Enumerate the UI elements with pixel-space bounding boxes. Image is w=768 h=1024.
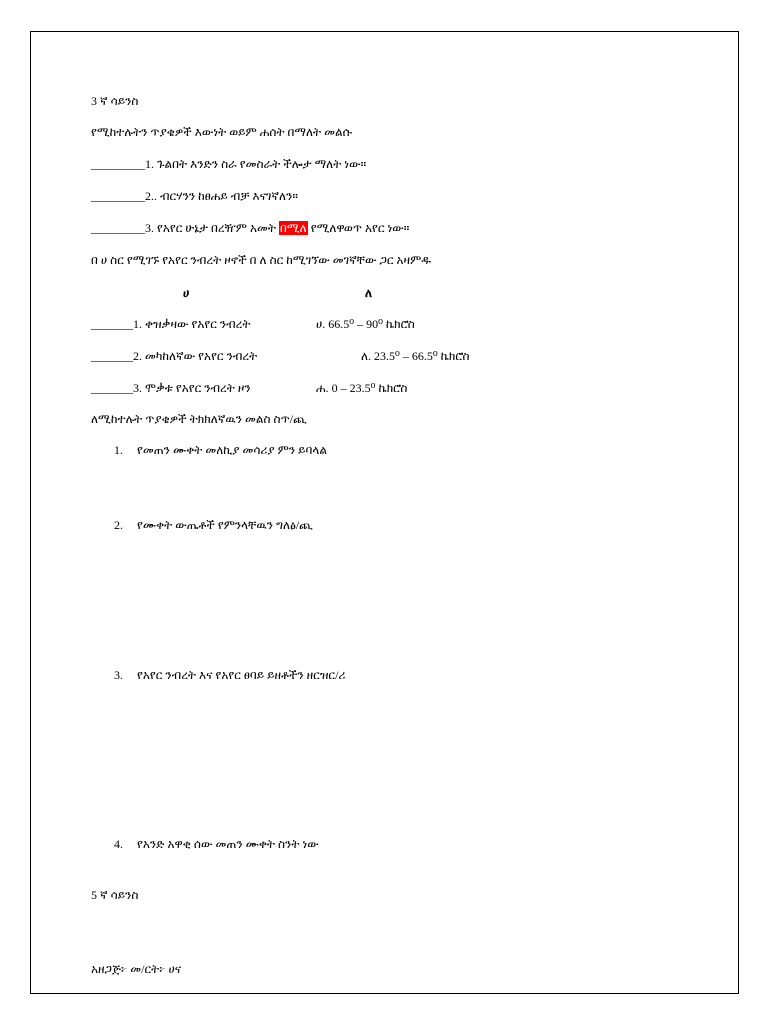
- question-text-start: 3. የአየር ሁኔታ በረዥም አመት: [145, 221, 279, 235]
- question-4-number: 4.: [114, 837, 123, 851]
- question-1-number: 1.: [114, 443, 123, 457]
- question-2-text: የሙቀት ውጤቶች የምንላቸዉን ግለፅ/ጪ: [137, 518, 313, 532]
- matching-instruction: በ ሀ ስር የሚገኙ የአየር ንብረት ዞኖች በ ለ ስር ከሚገኘው መገኛቸው ጋር አዛምዱ: [91, 253, 432, 267]
- question-text-end: የሚለዋወጥ አየር ነው።: [307, 221, 410, 235]
- prepared-by-footer: አዘጋጅ፦ መ/ርት፦ ሀና: [91, 962, 182, 976]
- question-text: 1. ጉልበት እንድን ስራ የመስራት ችሎታ ማለት ነው።: [145, 157, 367, 171]
- answer-blank: _______: [91, 349, 133, 363]
- question-3-number: 3.: [114, 668, 123, 682]
- question-2-number: 2.: [114, 518, 123, 532]
- answer-blank: _________: [91, 157, 145, 171]
- highlighted-word: በሚለ: [279, 221, 307, 235]
- grade-3-title: 3 ኛ ሳይንስ: [91, 94, 139, 108]
- climate-zone-text: 3. ሞቃቱ የአየር ንብረት ዞን: [133, 381, 251, 395]
- true-false-item-2: [91, 188, 298, 204]
- answer-blank: _________: [91, 221, 145, 235]
- matching-row-2: [91, 348, 257, 364]
- true-false-item-1: [91, 156, 366, 172]
- latitude-option-a: ሀ. 66.5⁰ – 90⁰ ኬክሮስ: [316, 317, 415, 331]
- latitude-option-c: ሐ. 0 – 23.5⁰ ኬክሮስ: [316, 381, 408, 395]
- answer-blank: _______: [91, 317, 133, 331]
- column-a-heading: ሀ: [183, 286, 190, 300]
- true-false-instruction: የሚከተሉትን ጥያቄዎች እውነት ወይም ሐሰት በማለት መልሱ: [91, 125, 353, 139]
- column-b-heading: ለ: [365, 286, 373, 300]
- matching-row-1: [91, 316, 251, 332]
- question-3-text: የአየር ንብረት እና የአየር ፀባይ ይዘቶችን ዘርዝር/ሪ: [137, 668, 346, 682]
- grade-5-title: 5 ኛ ሳይንስ: [91, 888, 139, 902]
- answer-blank: _______: [91, 381, 133, 395]
- climate-zone-text: 2. መካከለኛው የአየር ንብረት: [133, 349, 258, 363]
- latitude-option-b: ለ. 23.5⁰ – 66.5⁰ ኬክሮስ: [361, 349, 470, 363]
- document-page: [30, 31, 739, 994]
- short-answer-instruction: ለሚከተሉት ጥያቄዎች ትክክለኛዉን መልስ ስጥ/ጪ: [91, 412, 307, 426]
- question-1-text: የመጠን ሙቀት መለኪያ መሳሪያ ምን ይባላል: [137, 443, 328, 457]
- true-false-item-3: [91, 220, 409, 236]
- climate-zone-text: 1. ቀዝቃዛው የአየር ንብረት: [133, 317, 251, 331]
- answer-blank: _________: [91, 189, 145, 203]
- question-text: 2.. ብርሃንን ከፀሐይ ብቻ እናገኛለን።: [145, 189, 298, 203]
- question-4-text: የአንድ አዋቂ ሰው መጠን ሙቀት ስንት ነው: [137, 837, 319, 851]
- matching-row-3: [91, 380, 251, 396]
